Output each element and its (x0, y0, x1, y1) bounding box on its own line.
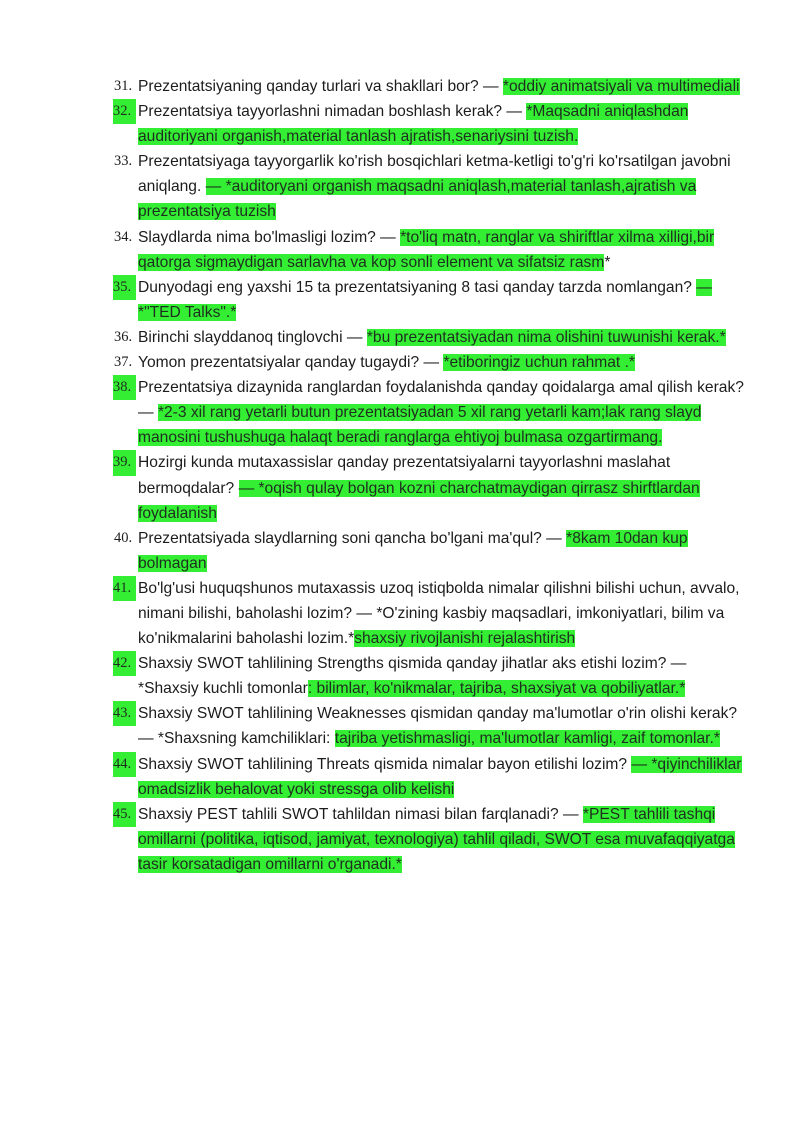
text-segment: Birinchi slayddanoq tinglovchi — (138, 328, 367, 346)
question-text (138, 329, 726, 346)
question-item (110, 325, 750, 350)
highlighted-answer: *to'liq matn, ranglar va shiriftlar xilma xilligi,bir qatorga sigmaydigan sarlavha va kop sonli element va sifatsiz rasm (138, 228, 715, 271)
question-text (138, 279, 712, 321)
text-segment: Shaxsiy SWOT tahlilining Threats qismida nimalar bayon etilishi lozim? (138, 755, 632, 773)
question-text (138, 229, 714, 271)
question-number: 34. (114, 228, 133, 245)
question-item (110, 526, 750, 576)
question-item (110, 701, 750, 751)
text-segment: Yomon prezentatsiyalar qanday tugaydi? — (138, 354, 444, 372)
question-text (138, 454, 700, 521)
question-number: 44. (113, 752, 136, 777)
highlighted-answer: *PEST tahlili tashqi omillarni (politika, iqtisod, jamiyat, texnologiya) tahlil qiladi, SWOT esa muvafaqqiyatga tasir korsatadigan omillarni o'rganadi.* (138, 805, 735, 873)
question-number: 40. (114, 529, 133, 546)
question-list (110, 74, 750, 877)
question-number: 39. (113, 450, 136, 475)
highlighted-answer: *etiboringiz uchun rahmat .* (443, 354, 636, 372)
highlighted-answer: shaxsiy rivojlanishi rejalashtirish (354, 630, 576, 648)
highlighted-answer: *Maqsadni aniqlashdan auditoriyani organish,material tanlash ajratish,senariysini tuzish. (138, 103, 689, 146)
question-item (110, 752, 750, 802)
text-segment: Shaxsiy SWOT tahlilining Weaknesses qismidan qanday ma'lumotlar o'rin olishi kerak? — *Shaxsning kamchiliklari: (138, 705, 738, 748)
question-number: 36. (114, 328, 133, 345)
highlighted-answer: : bilimlar, ko'nikmalar, tajriba, shaxsiyat va qobiliyatlar.* (307, 680, 686, 698)
question-text (138, 806, 735, 873)
question-number: 42. (113, 651, 136, 676)
question-item (110, 802, 750, 877)
text-segment: Hozirgi kunda mutaxassislar qanday prezentatsiyalarni tayyorlashni maslahat bermoqdalar? (138, 454, 671, 497)
question-text (138, 580, 739, 647)
highlighted-answer: *bu prezentatsiyadan nima olishini tuwunishi kerak.* (366, 328, 726, 346)
question-item (110, 275, 750, 325)
question-item (110, 350, 750, 375)
highlighted-answer: — *auditoryani organish maqsadni aniqlash,material tanlash,ajratish va prezentatsiya tuzish (138, 178, 697, 221)
text-segment: * (604, 253, 611, 271)
highlighted-answer: *2-3 xil rang yetarli butun prezentatsiyadan 5 xil rang yetarli kam;lak rang slayd manosini tushushuga halaqt beradi ranglarga ehtiyoj bulmasa ozgartirmang. (138, 404, 702, 447)
question-item (110, 99, 750, 149)
question-number: 35. (113, 275, 136, 300)
question-text (138, 354, 635, 371)
text-segment: Shaxsiy PEST tahlili SWOT tahlildan nimasi bilan farqlanadi? — (138, 805, 583, 823)
question-number: 41. (113, 576, 136, 601)
question-item (110, 651, 750, 701)
question-number: 45. (113, 802, 136, 827)
question-item (110, 74, 750, 99)
question-item (110, 576, 750, 651)
question-text (138, 756, 742, 798)
text-segment: Dunyodagi eng yaxshi 15 ta prezentatsiyaning 8 tasi qanday tarzda nomlangan? (138, 278, 697, 296)
question-number: 33. (114, 153, 133, 170)
question-number: 37. (114, 354, 133, 371)
question-text (138, 379, 744, 446)
question-number: 38. (113, 375, 136, 400)
text-segment: Prezentatsiyada slaydlarning soni qancha bo'lgani ma'qul? — (138, 529, 567, 547)
text-segment: Prezentatsiyaning qanday turlari va shakllari bor? — (138, 78, 503, 95)
question-text (138, 530, 688, 572)
question-text (138, 103, 688, 145)
highlighted-answer: — *"TED Talks".* (138, 278, 712, 321)
highlighted-answer: — *oqish qulay bolgan kozni charchatmaydigan qirrasz shirftlardan foydalanish (138, 479, 700, 522)
question-number: 43. (113, 701, 136, 726)
question-item (110, 225, 750, 275)
question-item (110, 450, 750, 525)
text-segment: Prezentatsiya tayyorlashni nimadan boshlash kerak? — (138, 103, 527, 121)
question-text (138, 655, 686, 697)
text-segment: Slaydlarda nima bo'lmasligi lozim? — (138, 228, 401, 246)
question-text (138, 705, 737, 747)
question-item (110, 375, 750, 450)
text-segment: Bo'lg'usi huquqshunos mutaxassis uzoq istiqbolda nimalar qilishni bilishi uchun, avvalo, nimani bilishi, baholashi lozim? — *O'zining kasbiy maqsadlari, imkoniyatlari, bilim va ko'nikmalarini baholashi lozim.* (138, 579, 740, 648)
question-item (110, 149, 750, 224)
question-number: 31. (114, 78, 133, 94)
text-segment: Prezentatsiya dizaynida ranglardan foydalanishda qanday qoidalarga amal qilish kerak? — (138, 379, 744, 422)
highlighted-answer: *8kam 10dan kup bolmagan (138, 529, 688, 572)
question-number: 32. (113, 99, 136, 124)
highlighted-answer: *oddiy animatsiyali va multimediali (502, 78, 740, 95)
text-segment: Prezentatsiyaga tayyorgarlik ko'rish bosqichlari ketma-ketligi to'g'ri ko'rsatilgan javobni aniqlang. (138, 153, 731, 196)
question-text (138, 78, 740, 95)
text-segment: Shaxsiy SWOT tahlilining Strengths qismida qanday jihatlar aks etishi lozim? — *Shaxsiy kuchli tomonlar (138, 655, 687, 698)
highlighted-answer: — *qiyinchiliklar omadsizlik behalovat yoki stressga olib kelishi (138, 755, 742, 798)
highlighted-answer: tajriba yetishmasligi, ma'lumotlar kamligi, zaif tomonlar.* (334, 730, 720, 748)
question-text (138, 153, 731, 220)
